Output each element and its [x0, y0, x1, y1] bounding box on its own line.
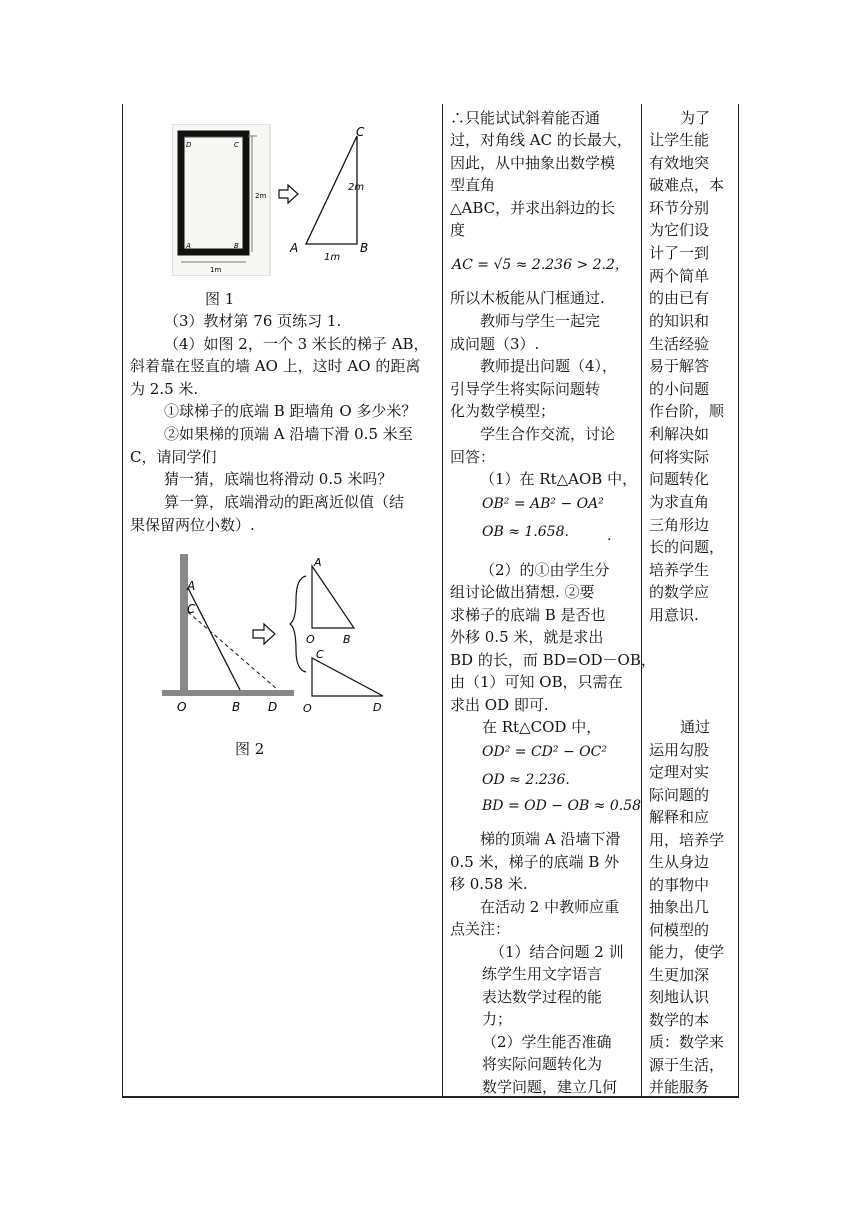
tri-label-2m: 2m [348, 182, 365, 193]
mid-line-12: 化为数学模型； [450, 402, 556, 420]
right-section-2-line-8: 的事物中 [649, 876, 710, 894]
fig2-label-B: B [232, 700, 241, 714]
mid-line-20: BD 的长，而 BD=OD－OB， [450, 651, 656, 669]
tri-label-A: A [290, 241, 299, 255]
problem-4-line-3: 为 2.5 米. [130, 380, 199, 398]
mid-line-15: （1）在 Rt△AOB 中， [480, 470, 638, 488]
mid-line-25: 0.5 米，梯子的底端 B 外 [450, 853, 620, 871]
right-line-2: 让学生能 [649, 131, 710, 149]
ladder-ab [188, 588, 240, 690]
mid-line-7: 所以木板能从门框通过. [450, 289, 605, 307]
right-line-10: 的知识和 [649, 312, 710, 330]
mid-line-13: 学生合作交流，讨论 [480, 425, 616, 443]
right-line-6: 为它们设 [649, 221, 710, 239]
figure-1 [172, 124, 372, 276]
mid-line-22: 求出 OD 即可. [450, 696, 549, 714]
right-line-11: 生活经验 [649, 335, 710, 353]
photo-label-D: D [186, 141, 192, 149]
photo-label-2m: 2m [255, 192, 267, 200]
equation-od-squared: OD² = CD² − OC² [482, 744, 607, 760]
question-1: ①球梯子的底端 B 距墙角 O 多少米？ [164, 402, 417, 420]
mid-line-6: 度 [450, 221, 466, 239]
right-section-2-line-2: 运用勾股 [649, 741, 710, 759]
calc-line-1: 算一算，底端滑动的距离近似值（结 [164, 493, 405, 511]
wall [180, 554, 188, 690]
equation-bd: BD = OD − OB ≈ 0.58 [482, 798, 642, 814]
fig2-label-C: C [187, 602, 196, 616]
photo-label-B: B [234, 242, 239, 250]
s2-label-C: C [316, 648, 324, 661]
right-section-2-line-3: 定理对实 [649, 763, 710, 781]
figure-1-caption: 图 1 [205, 290, 235, 308]
right-line-9: 的由已有 [649, 289, 710, 307]
tri-label-1m: 1m [324, 252, 341, 263]
col-border-right [738, 104, 739, 1098]
right-line-18: 为求直角 [649, 493, 710, 511]
right-section-2-line-9: 抽象出几 [649, 898, 710, 916]
mid-line-16: （2）的①由学生分 [480, 561, 610, 579]
right-section-2-line-6: 用，培养学 [649, 831, 725, 849]
tri-label-B: B [360, 241, 369, 255]
right-line-21: 培养学生 [649, 561, 710, 579]
question-2-line-1: ②如果梯的顶端 A 沿墙下滑 0.5 米至 [164, 425, 413, 443]
calc-line-2: 果保留两位小数）. [130, 516, 255, 534]
fig2-label-D: D [268, 700, 278, 714]
mid-line-32: 力； [482, 1010, 513, 1028]
right-line-23: 用意识. [649, 606, 699, 624]
mid-line-14: 回答： [450, 448, 496, 466]
s1-label-B: B [343, 633, 351, 646]
right-section-2-line-5: 解释和应 [649, 808, 710, 826]
mid-line-11: 引导学生将实际问题转 [450, 380, 601, 398]
figure-2-caption: 图 2 [235, 740, 265, 758]
right-section-2-line-7: 生从身边 [649, 853, 710, 871]
mid-line-10: 教师提出问题（4）， [480, 357, 618, 375]
mid-line-5: △ABC，并求出斜边的长 [450, 199, 616, 217]
right-line-5: 环节分别 [649, 199, 710, 217]
ground [162, 690, 294, 696]
mid-line-3: 因此，从中抽象出数学模 [450, 154, 616, 172]
small-triangle-cod [312, 658, 383, 696]
mid-line-34: 将实际问题转化为 [482, 1055, 603, 1073]
col-border-2 [641, 104, 642, 1098]
mid-line-23: 在 Rt△COD 中， [482, 718, 602, 736]
arrow-right-icon [279, 185, 298, 203]
right-line-12: 易于解答 [649, 357, 710, 375]
equation-ob: OB ≈ 1.658. [482, 524, 569, 540]
mid-line-28: 点关注： [450, 920, 511, 938]
exercise-3: （3）教材第 76 页练习 1. [164, 312, 342, 330]
fig2-label-O: O [177, 700, 187, 714]
right-section-2-line-16: 源于生活， [649, 1056, 725, 1074]
equation-ac: AC = √5 ≈ 2.236 > 2.2， [452, 257, 629, 273]
mid-line-18: 求梯子的底端 B 是否也 [450, 606, 606, 624]
right-section-2-line-15: 质：数学来 [649, 1033, 725, 1051]
right-section-2-line-12: 生更加深 [649, 966, 710, 984]
right-section-2-line-14: 数学的本 [649, 1011, 710, 1029]
right-section-2-line-1: 通过 [680, 718, 711, 736]
mid-line-35: 数学问题，建立几何 [482, 1078, 618, 1096]
table-bottom-border [122, 1096, 739, 1098]
guess-text: 猜一猜，底端也将滑动 0.5 米吗？ [164, 470, 393, 488]
right-line-14: 作台阶，顺 [649, 402, 725, 420]
mid-line-27: 在活动 2 中教师应重 [480, 898, 620, 916]
mid-line-17: 组讨论做出猜想. ②要 [450, 583, 595, 601]
mid-line-2: 过，对角线 AC 的长最大， [450, 131, 632, 149]
right-line-16: 何将实际 [649, 448, 710, 466]
small-triangle-aob [312, 566, 354, 628]
figure-2 [160, 552, 400, 720]
question-2-line-2: C，请同学们 [130, 448, 217, 466]
s2-label-D: D [373, 701, 382, 714]
mid-line-33: （2）学生能否准确 [482, 1033, 612, 1051]
right-line-17: 问题转化 [649, 470, 710, 488]
mid-line-19: 外移 0.5 米，就是求出 [450, 628, 604, 646]
mid-line-26: 移 0.58 米. [450, 875, 528, 893]
equation-ob-squared: OB² = AB² − OA² [482, 496, 604, 512]
arrow-right-icon-2 [253, 624, 275, 644]
right-line-3: 有效地突 [649, 154, 710, 172]
col-border-left [122, 104, 123, 1098]
right-line-19: 三角形边 [649, 516, 710, 534]
equation-dot: . [607, 528, 612, 544]
photo-label-1m: 1m [210, 266, 222, 274]
mid-line-31: 表达数学过程的能 [482, 988, 603, 1006]
equation-od: OD ≈ 2.236. [482, 772, 570, 788]
right-section-2-line-4: 际问题的 [649, 786, 710, 804]
right-section-2-line-11: 能力，使学 [649, 943, 725, 961]
problem-4-line-2: 斜着靠在竖直的墙 AO 上，这时 AO 的距离 [130, 357, 421, 375]
mid-line-4: 型直角 [450, 176, 496, 194]
brace-icon [290, 576, 306, 672]
s1-label-O: O [306, 633, 315, 646]
right-line-20: 长的问题， [649, 538, 725, 556]
col-border-1 [442, 104, 443, 1098]
problem-4-line-1: （4）如图 2，一个 3 米长的梯子 AB， [164, 335, 429, 353]
photo-label-A: A [186, 242, 191, 250]
fig2-label-A: A [187, 579, 196, 593]
mid-line-24: 梯的顶端 A 沿墙下滑 [480, 830, 621, 848]
tri-label-C: C [356, 125, 365, 139]
photo-label-C: C [234, 141, 239, 149]
right-line-4: 破难点，本 [649, 176, 725, 194]
right-section-2-line-17: 并能服务 [649, 1078, 710, 1096]
mid-line-29: （1）结合问题 2 训 [490, 943, 624, 961]
mid-line-8: 教师与学生一起完 [480, 312, 601, 330]
mid-line-9: 成问题（3）. [450, 335, 540, 353]
s1-label-A: A [314, 556, 322, 569]
right-line-15: 利解决如 [649, 425, 710, 443]
right-line-13: 的小问题 [649, 380, 710, 398]
right-section-2-line-10: 何模型的 [649, 921, 710, 939]
right-line-8: 两个简单 [649, 267, 710, 285]
s2-label-O: O [303, 702, 312, 715]
mid-line-30: 练学生用文字语言 [482, 965, 603, 983]
right-line-7: 计了一到 [649, 244, 710, 262]
right-line-1: 为了 [680, 109, 711, 127]
mid-line-1: ∴只能试试斜着能否通 [450, 109, 601, 127]
right-section-2-line-13: 刻地认识 [649, 988, 710, 1006]
mid-line-21: 由（1）可知 OB，只需在 [450, 673, 623, 691]
right-line-22: 的数学应 [649, 583, 710, 601]
